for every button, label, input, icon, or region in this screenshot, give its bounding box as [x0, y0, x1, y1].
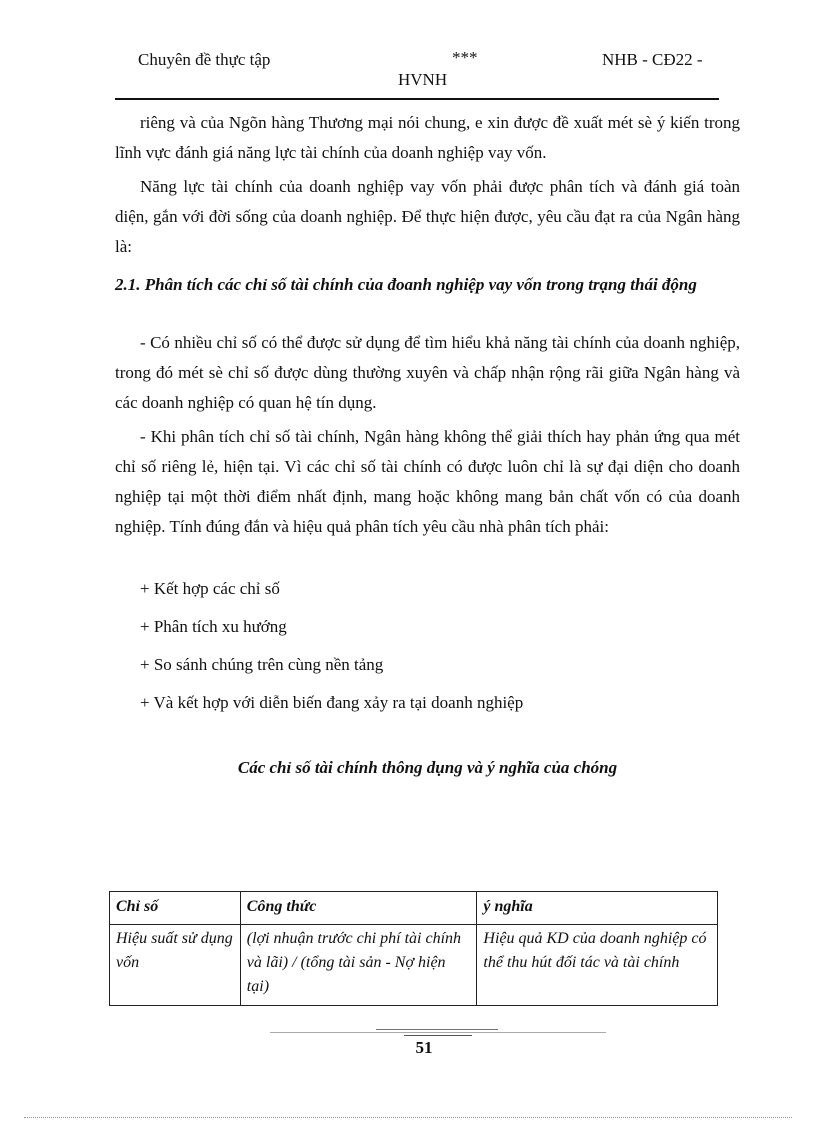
- requirements-list: [140, 570, 523, 722]
- table-row: [110, 925, 718, 1006]
- page-bottom-border: [24, 1117, 792, 1118]
- paragraph-indicators: - Có nhiều chỉ số có thể được sử dụng để tìm hiểu khả năng tài chính của doanh nghiệp, trong đó mét sè chỉ số được dùng thường xuyên và chấp nhận rộng rãi giữa Ngân hàng và các doanh nghiệp có quan hệ tín dụng.: [115, 333, 740, 412]
- column-header-formula: Công thức: [240, 892, 477, 925]
- table-cell-formula: (lợi nhuận trước chi phí tài chính và lãi) / (tổng tài sản - Nợ hiện tại): [240, 925, 477, 1006]
- table-cell-meaning: Hiệu quả KD của doanh nghiệp có thể thu hút đối tác và tài chính: [477, 925, 718, 1006]
- page-number: 51: [415, 1038, 433, 1057]
- financial-ratios-table: [109, 891, 718, 1006]
- footer-rule-short: [376, 1029, 498, 1030]
- list-item: + Kết hợp các chỉ số: [140, 579, 280, 598]
- table-cell-indicator: Hiệu suất sử dụng vốn: [110, 925, 241, 1006]
- table-caption: Các chỉ số tài chính thông dụng và ý nghĩa của chóng: [237, 758, 618, 777]
- paragraph-analysis: - Khi phân tích chỉ số tài chính, Ngân hàng không thể giải thích hay phản ứng qua mét chỉ số riêng lẻ, hiện tại. Vì các chỉ số tài chính có được luôn chỉ là sự đại diện cho doanh nghiệp tại một thời điểm nhất định, mang hoặc không mang bản chất vốn có của doanh nghiệp. Tính đúng đắn và hiệu quả phân tích yêu cầu nhà phân tích phải:: [115, 427, 740, 536]
- column-header-indicator: Chỉ số: [110, 892, 241, 925]
- paragraph-intro: riêng và của Ngõn hàng Thương mại nói chung, e xin được đề xuất mét sè ý kiến trong lĩnh vực đánh giá năng lực tài chính của doanh nghiệp vay vốn.: [115, 113, 740, 162]
- footer-rule-long: [270, 1032, 606, 1033]
- header-code-continued: HVNH: [398, 70, 448, 89]
- table-header-row: [110, 892, 718, 925]
- footer-rule-mid: [404, 1035, 472, 1036]
- paragraph-capacity: Năng lực tài chính của doanh nghiệp vay vốn phải được phân tích và đánh giá toàn diện, gắn với đời sống của doanh nghiệp. Để thực hiện được, yêu cầu đạt ra của Ngân hàng là:: [115, 177, 740, 256]
- list-item: + Phân tích xu hướng: [140, 617, 287, 636]
- section-heading-2-1: 2.1. Phân tích các chỉ số tài chính của đoanh nghiệp vay vốn trong trạng thái động: [115, 275, 697, 294]
- header-code: NHB - CĐ22 -: [602, 50, 703, 69]
- list-item: + Và kết hợp với diễn biến đang xảy ra tại doanh nghiệp: [140, 693, 524, 712]
- column-header-meaning: ý nghĩa: [477, 892, 718, 925]
- header-divider: [115, 98, 719, 100]
- header-title: Chuyên đề thực tập: [138, 50, 271, 69]
- header-stars: ***: [452, 48, 478, 67]
- list-item: + So sánh chúng trên cùng nền tảng: [140, 655, 384, 674]
